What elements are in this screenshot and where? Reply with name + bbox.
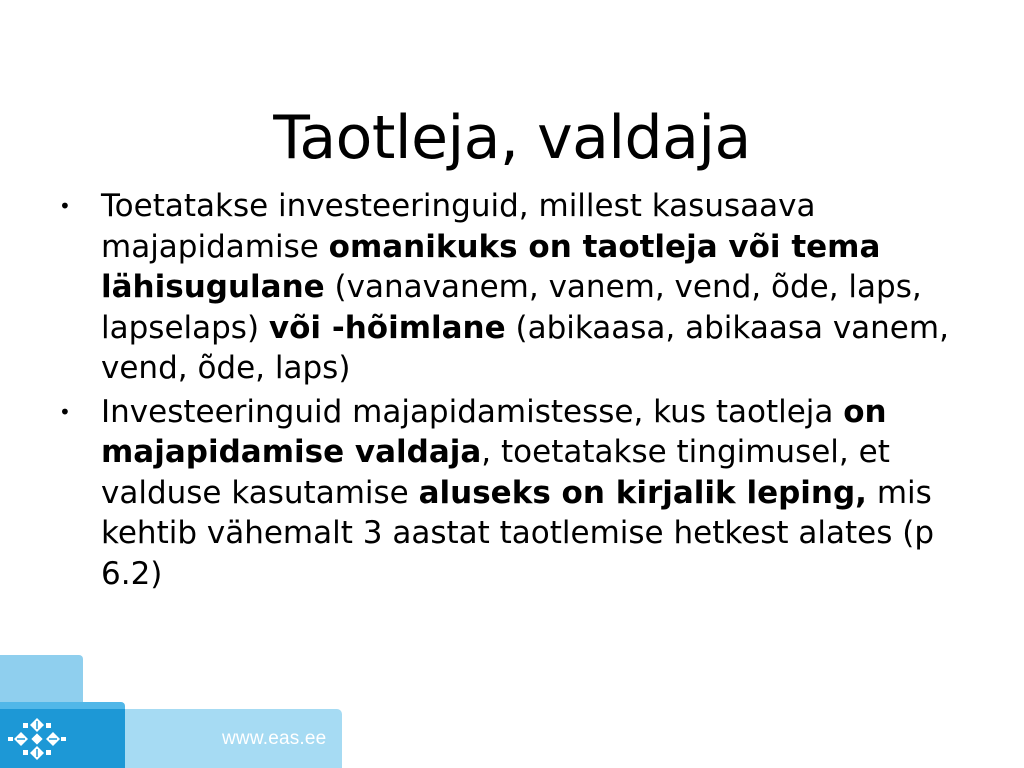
slide-title: Taotleja, valdaja — [273, 103, 751, 174]
bullet-text-segment: Investeeringuid majapidamistesse, kus taotleja — [101, 393, 844, 430]
bullet-bold-segment: on majapidamise valdaja — [101, 393, 887, 470]
bullet-bold-segment: aluseks on kirjalik leping, — [418, 474, 867, 511]
bullet-item — [56, 392, 976, 595]
bullet-text-segment: , toetatakse tingimusel, et valduse kasutamise — [101, 434, 890, 511]
bullet-item — [56, 186, 976, 389]
eas-snowflake-logo-icon — [6, 712, 68, 766]
bullet-text-segment: (vanavanem, vanem, vend, õde, laps, lapselaps) — [101, 269, 922, 346]
bullet-text-segment: (abikaasa, abikaasa vanem, vend, õde, laps) — [101, 309, 949, 386]
bullet-text-segment: mis kehtib vähemalt 3 aastat taotlemise hetkest alates (p 6.2) — [101, 474, 935, 592]
bullet-list — [56, 186, 976, 597]
bullet-dot: • — [59, 194, 71, 218]
bullet-bold-segment: omanikuks on taotleja või tema lähisugulane — [101, 228, 881, 305]
footer-url[interactable]: www.eas.ee — [222, 728, 327, 749]
bullet-dot: • — [59, 399, 71, 424]
bullet-text-segment: Toetatakse investeeringuid, millest kasusaava majapidamise — [101, 188, 816, 265]
bullet-bold-segment: või -hõimlane — [268, 309, 506, 346]
